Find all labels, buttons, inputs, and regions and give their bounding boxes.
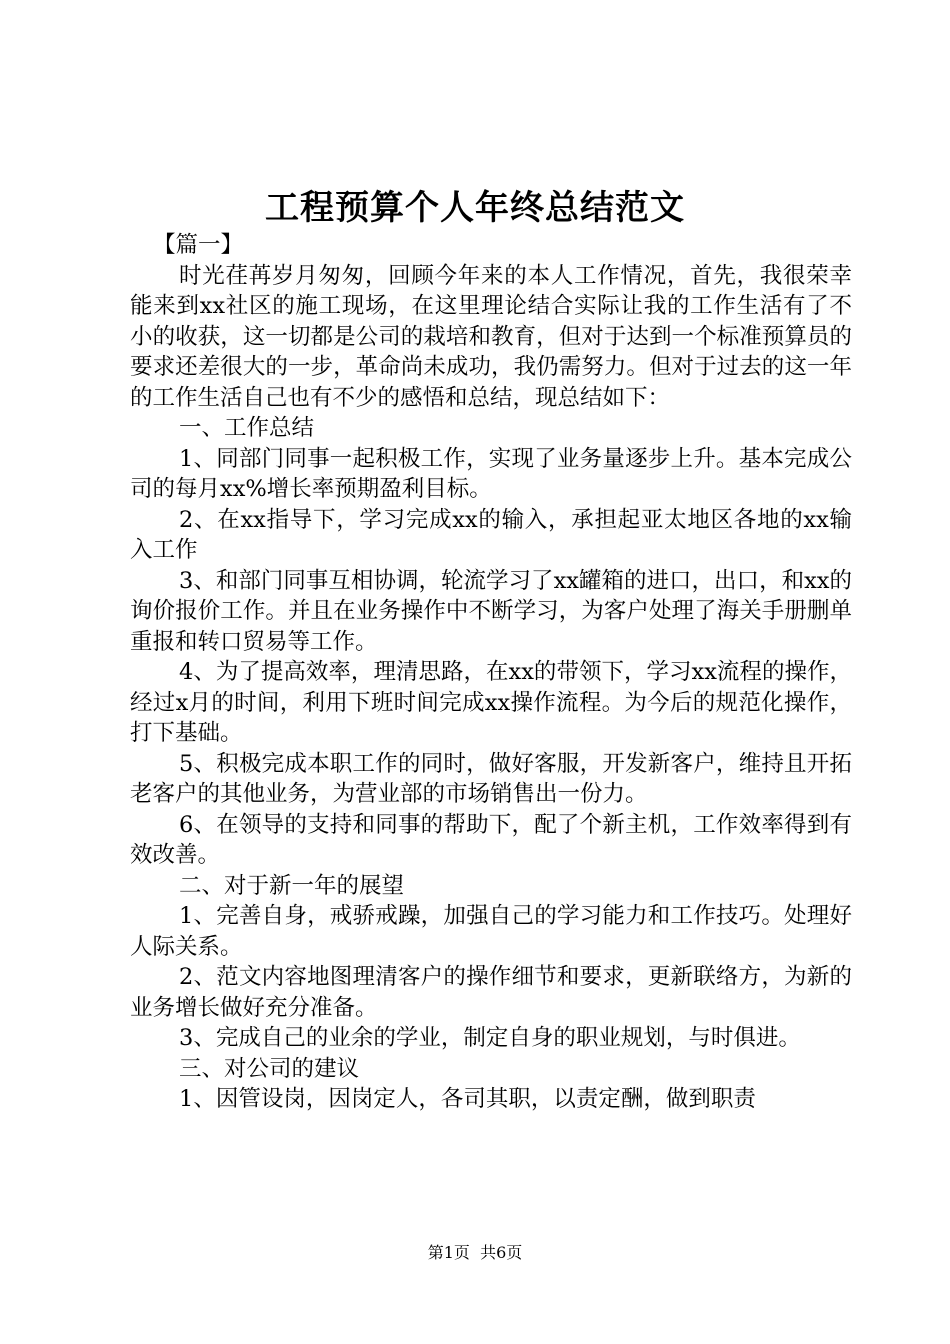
page-footer	[0, 1242, 950, 1264]
document-title: 工程预算个人年终总结范文	[265, 188, 685, 228]
summary-item-5: 5、积极完成本职工作的同时，做好客服，开发新客户，维持且开拓老客户的其他业务，为营业部的市场销售出一份力。	[130, 750, 852, 807]
heading-work-summary: 一、工作总结	[179, 415, 315, 441]
document-body	[130, 230, 852, 1115]
heading-suggestions: 三、对公司的建议	[179, 1055, 360, 1082]
summary-item-6: 6、在领导的支持和同事的帮助下，配了个新主机，工作效率得到有效改善。	[130, 811, 852, 868]
outlook-item-2: 2、范文内容地图理清客户的操作细节和要求，更新联络方，为新的业务增长做好充分准备。	[130, 964, 852, 1021]
summary-item-3: 3、和部门同事互相协调，轮流学习了xx罐箱的进口，出口，和xx的询价报价工作。并且在业务操作中不断学习，为客户处理了海关手册删单重报和转口贸易等工作。	[130, 567, 852, 655]
summary-item-4: 4、为了提高效率，理清思路，在xx的带领下，学习xx流程的操作，经过x月的时间，利用下班时间完成xx操作流程。为今后的规范化操作，打下基础。	[130, 659, 852, 746]
heading-outlook: 二、对于新一年的展望	[179, 872, 405, 899]
suggestion-item-1: 1、因管设岗，因岗定人，各司其职，以责定酬，做到职责	[179, 1086, 756, 1112]
outlook-item-1: 1、完善自身，戒骄戒躁，加强自己的学习能力和工作技巧。处理好人际关系。	[130, 903, 852, 960]
section-heading-part-one: 【篇一】	[153, 232, 244, 258]
summary-item-1: 1、同部门同事一起积极工作，实现了业务量逐步上升。基本完成公司的每月xx%增长率预期盈利目标。	[130, 445, 852, 502]
intro-paragraph: 时光荏苒岁月匆匆，回顾今年来的本人工作情况，首先，我很荣幸能来到xx社区的施工现场，在这里理论结合实际让我的工作生活有了不小的收获，这一切都是公司的栽培和教育，但对于达到一个标准预算员的要求还差很大的一步，革命尚未成功，我仍需努力。但对于过去的这一年的工作生活自己也有不少的感悟和总结，现总结如下：	[130, 262, 852, 411]
outlook-item-3: 3、完成自己的业余的学业，制定自身的职业规划，与时俱进。	[179, 1025, 801, 1051]
page-number-label: 第1页 共6页	[427, 1243, 523, 1262]
summary-item-2: 2、在xx指导下，学习完成xx的输入，承担起亚太地区各地的xx输入工作	[130, 506, 852, 563]
